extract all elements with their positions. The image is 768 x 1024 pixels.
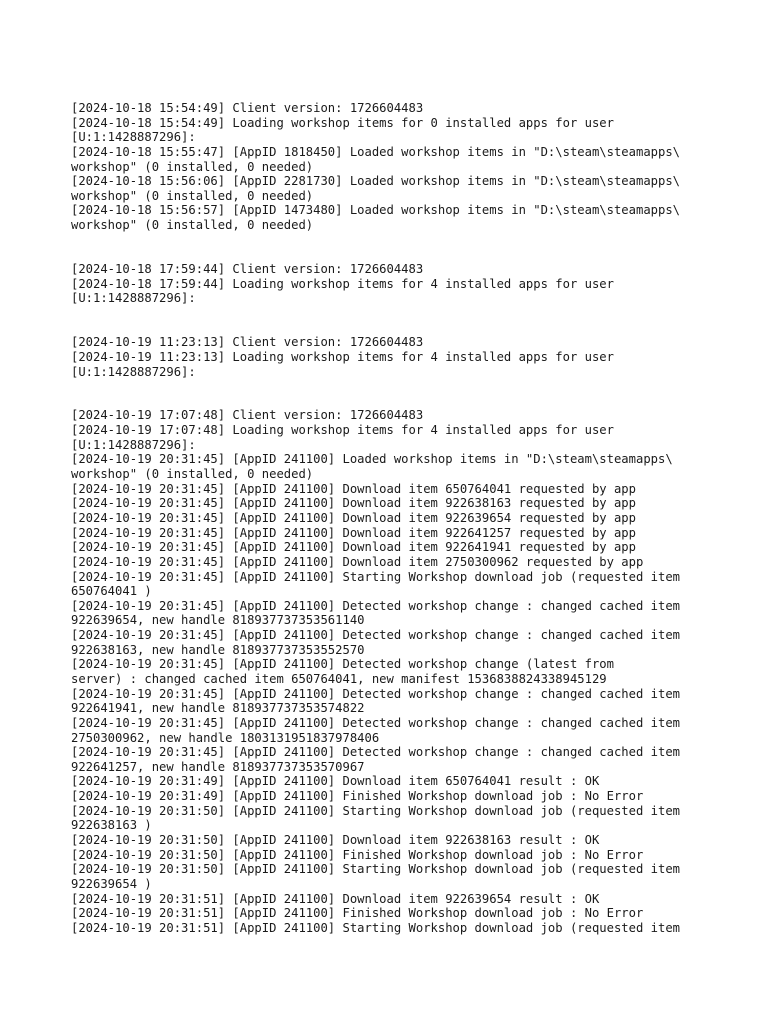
log-line: [U:1:1428887296]: [71, 364, 196, 379]
log-line: 922639654, new handle 818937737353561140 [71, 613, 365, 628]
log-block-spacer [71, 321, 711, 336]
log-line: [2024-10-19 17:07:48] Loading workshop items for 4 installed apps for user [71, 423, 614, 438]
log-document [71, 101, 711, 936]
log-line: [2024-10-19 20:31:50] [AppID 241100] Download item 922638163 result : OK [71, 833, 600, 848]
log-line: 650764041 ) [71, 584, 152, 599]
log-block-spacer [71, 379, 711, 394]
log-line: [2024-10-19 20:31:45] [AppID 241100] Download item 922641257 requested by app [71, 525, 636, 540]
log-line: workshop" (0 installed, 0 needed) [71, 159, 314, 174]
log-line: [2024-10-19 20:31:45] [AppID 241100] Detected workshop change (latest from [71, 657, 614, 672]
log-line: [2024-10-19 20:31:51] [AppID 241100] Download item 922639654 result : OK [71, 891, 600, 906]
log-line: [2024-10-19 20:31:45] [AppID 241100] Loaded workshop items in "D:\steam\steamapps\ [71, 452, 673, 467]
log-line: [2024-10-18 15:54:49] Client version: 1726604483 [71, 101, 424, 115]
log-line: [2024-10-18 15:56:06] [AppID 2281730] Loaded workshop items in "D:\steam\steamapps\ [71, 174, 681, 189]
log-line: [2024-10-19 20:31:45] [AppID 241100] Detected workshop change : changed cached item [71, 745, 681, 760]
log-line: [2024-10-19 20:31:45] [AppID 241100] Detected workshop change : changed cached item [71, 715, 681, 730]
log-block [71, 408, 711, 935]
log-line: [2024-10-19 11:23:13] Loading workshop items for 4 installed apps for user [71, 349, 614, 364]
log-line: 922641257, new handle 818937737353570967 [71, 759, 365, 774]
log-line: [2024-10-19 20:31:45] [AppID 241100] Download item 650764041 requested by app [71, 481, 636, 496]
log-line: [2024-10-19 20:31:45] [AppID 241100] Detected workshop change : changed cached item [71, 628, 681, 643]
log-line: [2024-10-19 20:31:49] [AppID 241100] Download item 650764041 result : OK [71, 774, 600, 789]
log-line: [2024-10-19 20:31:50] [AppID 241100] Starting Workshop download job (requested item [71, 862, 681, 877]
log-line: [U:1:1428887296]: [71, 291, 196, 306]
log-line: [2024-10-19 17:07:48] Client version: 1726604483 [71, 408, 424, 423]
log-block-spacer [71, 233, 711, 248]
log-line: 922638163, new handle 818937737353552570 [71, 642, 365, 657]
log-line: [2024-10-18 15:54:49] Loading workshop items for 0 installed apps for user [71, 115, 614, 130]
log-line: 922641941, new handle 818937737353574822 [71, 701, 365, 716]
log-line: [2024-10-19 20:31:45] [AppID 241100] Download item 922639654 requested by app [71, 510, 636, 525]
log-block-spacer [71, 306, 711, 321]
log-line: [2024-10-19 20:31:50] [AppID 241100] Finished Workshop download job : No Error [71, 847, 644, 862]
log-block [71, 101, 711, 233]
log-line: [2024-10-19 20:31:45] [AppID 241100] Detected workshop change : changed cached item [71, 598, 681, 613]
log-line: [2024-10-19 20:31:51] [AppID 241100] Finished Workshop download job : No Error [71, 906, 644, 921]
log-line: [2024-10-19 20:31:50] [AppID 241100] Starting Workshop download job (requested item [71, 803, 681, 818]
log-line: workshop" (0 installed, 0 needed) [71, 467, 314, 482]
log-block [71, 262, 711, 306]
log-line: [2024-10-19 20:31:45] [AppID 241100] Download item 922638163 requested by app [71, 496, 636, 511]
log-line: [2024-10-19 20:31:45] [AppID 241100] Starting Workshop download job (requested item [71, 569, 681, 584]
log-line: 922639654 ) [71, 876, 152, 891]
log-line: [U:1:1428887296]: [71, 437, 196, 452]
log-block-spacer [71, 394, 711, 409]
log-line: 2750300962, new handle 1803131951837978406 [71, 730, 380, 745]
log-line: workshop" (0 installed, 0 needed) [71, 188, 314, 203]
log-line: [2024-10-19 20:31:45] [AppID 241100] Detected workshop change : changed cached item [71, 686, 681, 701]
log-line: [2024-10-18 17:59:44] Loading workshop items for 4 installed apps for user [71, 276, 614, 291]
log-line: [U:1:1428887296]: [71, 130, 196, 145]
log-line: server) : changed cached item 650764041, new manifest 1536838824338945129 [71, 671, 607, 686]
log-line: [2024-10-18 15:56:57] [AppID 1473480] Loaded workshop items in "D:\steam\steamapps\ [71, 203, 681, 218]
log-line: [2024-10-19 20:31:45] [AppID 241100] Download item 2750300962 requested by app [71, 554, 644, 569]
log-line: 922638163 ) [71, 818, 152, 833]
log-line: [2024-10-18 15:55:47] [AppID 1818450] Loaded workshop items in "D:\steam\steamapps\ [71, 144, 681, 159]
log-line: [2024-10-19 11:23:13] Client version: 1726604483 [71, 335, 424, 350]
log-line: [2024-10-18 17:59:44] Client version: 1726604483 [71, 262, 424, 277]
log-line: workshop" (0 installed, 0 needed) [71, 218, 314, 233]
log-block-spacer [71, 247, 711, 262]
log-block [71, 335, 711, 379]
log-line: [2024-10-19 20:31:51] [AppID 241100] Starting Workshop download job (requested item [71, 920, 681, 935]
log-line: [2024-10-19 20:31:49] [AppID 241100] Finished Workshop download job : No Error [71, 789, 644, 804]
log-line: [2024-10-19 20:31:45] [AppID 241100] Download item 922641941 requested by app [71, 540, 636, 555]
